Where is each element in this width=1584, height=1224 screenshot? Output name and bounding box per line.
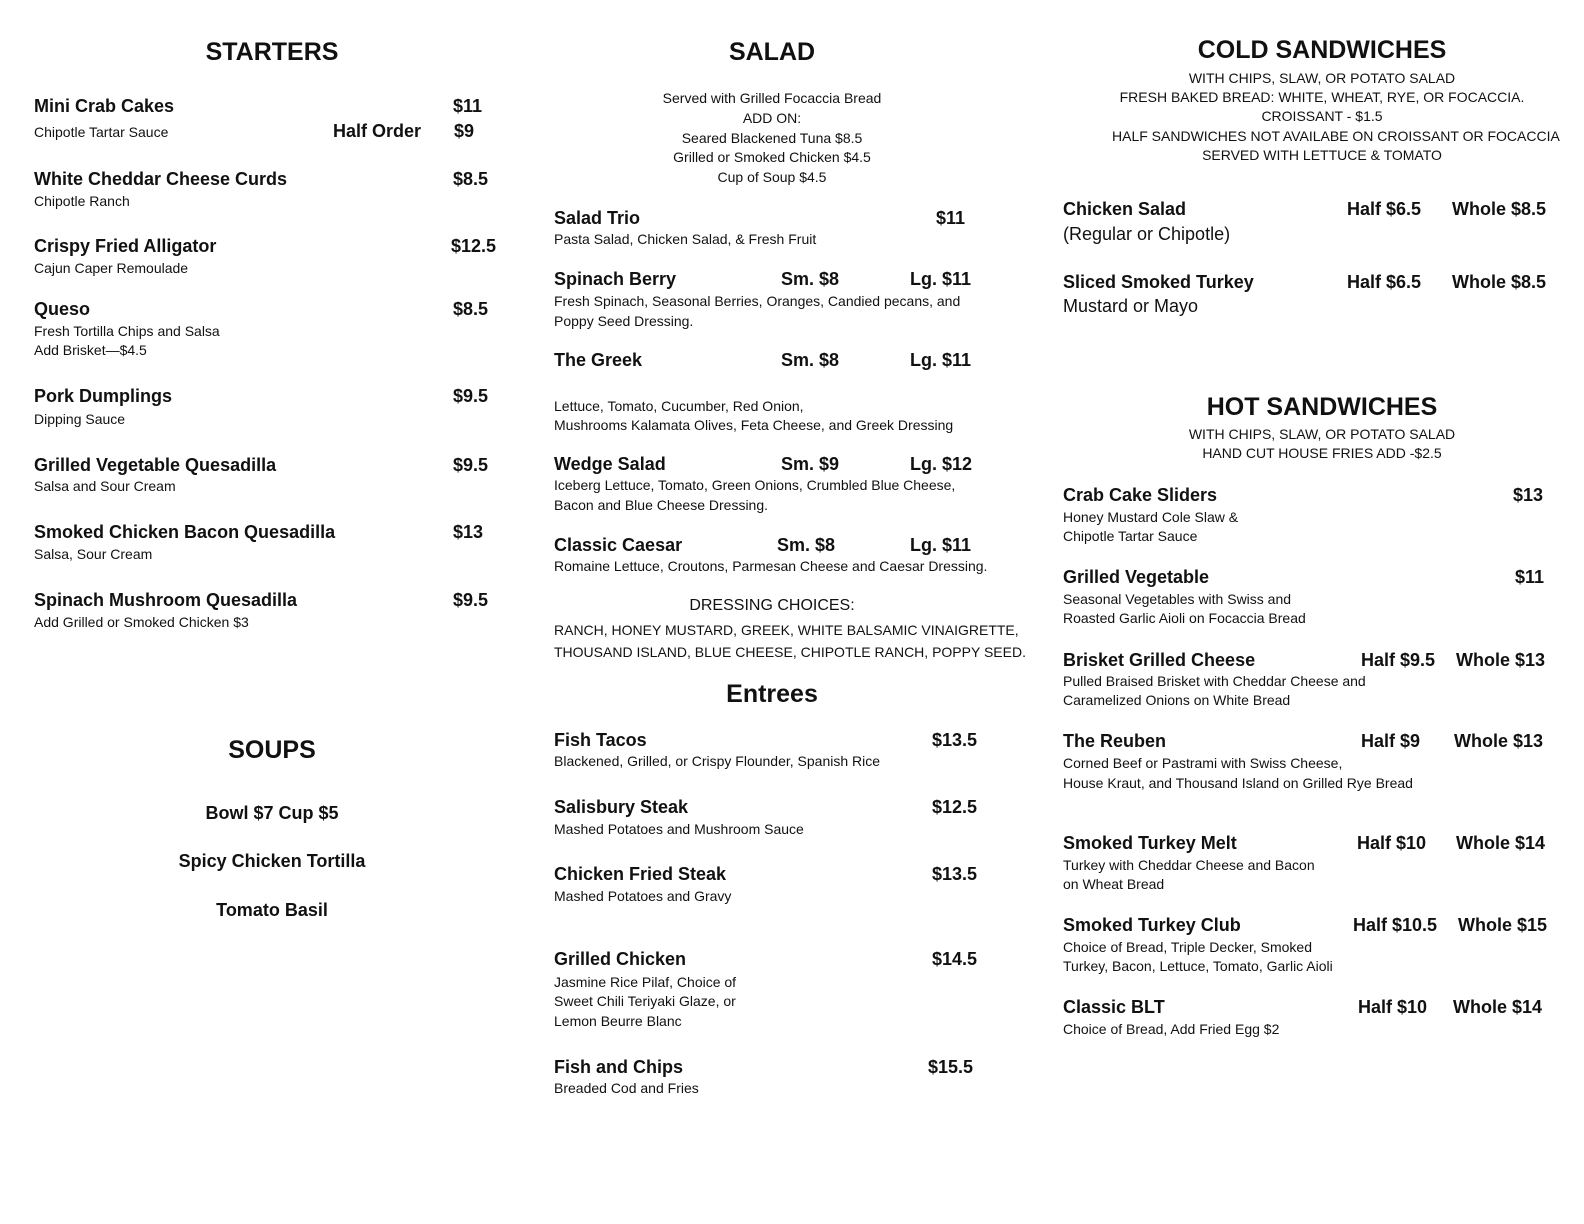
menu-item-name: Grilled Chicken [554,949,687,969]
hot-sandwiches-note: HAND CUT HOUSE FRIES ADD -$2.5 [1202,445,1442,461]
menu-item-description: Iceberg Lettuce, Tomato, Green Onions, Crumbled Blue Cheese, [554,477,956,493]
menu-item-price: $14.5 [932,949,978,969]
cold-sandwiches-note: CROISSANT - $1.5 [1261,108,1383,124]
whole-price: Whole $8.5 [1452,272,1547,292]
menu-item-description: Breaded Cod and Fries [554,1080,699,1096]
menu-item-description: on Wheat Bread [1063,876,1165,892]
menu-item-name: Salisbury Steak [554,797,689,817]
menu-item-name: Queso [34,299,91,319]
cold-sandwiches-heading: COLD SANDWICHES [1197,36,1447,64]
half-price: Half $6.5 [1347,272,1422,292]
salad-note: ADD ON: [742,110,802,126]
whole-price: Whole $13 [1456,650,1546,670]
menu-item-name: Grilled Vegetable Quesadilla [34,455,277,475]
menu-item-name: Sliced Smoked Turkey [1063,272,1254,292]
half-price: Half $10.5 [1353,915,1438,935]
menu-item-description: Poppy Seed Dressing. [554,313,694,329]
menu-item-description: Turkey, Bacon, Lettuce, Tomato, Garlic Aioli [1063,958,1333,974]
menu-item-description: Chipotle Tartar Sauce [34,124,169,140]
menu-item-name: The Greek [554,350,643,370]
menu-item-description: Salsa and Sour Cream [34,478,176,494]
menu-item-description: Choice of Bread, Add Fried Egg $2 [1063,1021,1280,1037]
menu-item-description: Mashed Potatoes and Gravy [554,888,732,904]
menu-item-price: $11 [936,208,966,228]
whole-price: Whole $14 [1453,997,1543,1017]
menu-item-name: Chicken Salad [1063,199,1187,219]
hot-sandwiches-note: WITH CHIPS, SLAW, OR POTATO SALAD [1188,426,1456,442]
cold-sandwiches-note: FRESH BAKED BREAD: WHITE, WHEAT, RYE, OR FOCACCIA. [1119,89,1525,105]
soup-item: Bowl $7 Cup $5 [205,803,339,823]
cold-sandwiches-note: SERVED WITH LETTUCE & TOMATO [1202,147,1442,163]
menu-item-name: Classic BLT [1063,997,1165,1017]
menu-item-description: Choice of Bread, Triple Decker, Smoked [1063,939,1313,955]
menu-item-name: Mini Crab Cakes [34,96,175,116]
small-price: Sm. $8 [777,535,836,555]
salad-note: Seared Blackened Tuna $8.5 [681,130,863,146]
menu-item-name: Brisket Grilled Cheese [1063,650,1256,670]
menu-item-description: Caramelized Onions on White Bread [1063,692,1291,708]
menu-item-description: Fresh Spinach, Seasonal Berries, Oranges, Candied pecans, and [554,293,961,309]
entrees-heading: Entrees [726,680,818,708]
menu-item-description: Fresh Tortilla Chips and Salsa [34,323,220,339]
menu-item-description: Sweet Chili Teriyaki Glaze, or [554,993,736,1009]
menu-item-description: Mustard or Mayo [1063,296,1199,316]
menu-item-name: Grilled Vegetable [1063,567,1210,587]
menu-item-name: White Cheddar Cheese Curds [34,169,288,189]
menu-item-description: Salsa, Sour Cream [34,546,153,562]
menu-item-description: Turkey with Cheddar Cheese and Bacon [1063,857,1315,873]
menu-item-description: Mashed Potatoes and Mushroom Sauce [554,821,804,837]
menu-item-name: Fish and Chips [554,1057,684,1077]
menu-item-name: Spinach Mushroom Quesadilla [34,590,298,610]
menu-item-description: Pasta Salad, Chicken Salad, & Fresh Fruit [554,231,817,247]
soups-heading: SOUPS [228,736,316,764]
menu-item-description: House Kraut, and Thousand Island on Grilled Rye Bread [1063,775,1413,791]
menu-item-price: $12.5 [932,797,978,817]
menu-item-price: $11 [1515,567,1545,587]
half-price: Half $10 [1358,997,1428,1017]
menu-item-description: Blackened, Grilled, or Crispy Flounder, Spanish Rice [554,753,881,769]
half-price: Half $6.5 [1347,199,1422,219]
menu-item-price: $9.5 [453,590,489,610]
menu-item-price: $9.5 [453,386,489,406]
menu-item-price: $13 [453,522,484,542]
menu-item-description: Roasted Garlic Aioli on Focaccia Bread [1063,610,1306,626]
menu-item-description: Bacon and Blue Cheese Dressing. [554,497,769,513]
half-price: Half $9.5 [1361,650,1436,670]
menu-item-description: Honey Mustard Cole Slaw & [1063,509,1239,525]
menu-item-name: Chicken Fried Steak [554,864,727,884]
menu-item-name: Smoked Chicken Bacon Quesadilla [34,522,336,542]
menu-item-price: $8.5 [453,169,489,189]
menu-item-name: Wedge Salad [554,454,666,474]
small-price: Sm. $8 [781,350,840,370]
menu-item-price: $13 [1513,485,1544,505]
large-price: Lg. $11 [910,350,972,370]
menu-item-name: Crab Cake Sliders [1063,485,1218,505]
menu-item-description: Add Grilled or Smoked Chicken $3 [34,614,249,630]
half-order-price: $9 [454,121,475,141]
half-price: Half $10 [1357,833,1427,853]
cold-sandwiches-note: HALF SANDWICHES NOT AVAILABE ON CROISSANT OR FOCACCIA [1112,128,1560,144]
salad-heading: SALAD [728,38,816,66]
menu-item-price: $13.5 [932,864,978,884]
menu-item-description: Lettuce, Tomato, Cucumber, Red Onion, [554,398,804,414]
menu-item-name: The Reuben [1063,731,1167,751]
large-price: Lg. $11 [910,535,972,555]
whole-price: Whole $8.5 [1452,199,1547,219]
menu-item-name: Fish Tacos [554,730,647,750]
menu-item-description: Jasmine Rice Pilaf, Choice of [554,974,737,990]
half-price: Half $9 [1361,731,1421,751]
salad-note: Served with Grilled Focaccia Bread [662,90,882,106]
whole-price: Whole $15 [1458,915,1548,935]
whole-price: Whole $13 [1454,731,1544,751]
cold-sandwiches-note: WITH CHIPS, SLAW, OR POTATO SALAD [1188,70,1456,86]
menu-item-name: Smoked Turkey Melt [1063,833,1237,853]
menu-item-description: Dipping Sauce [34,411,126,427]
menu-item-price: $9.5 [453,455,489,475]
small-price: Sm. $9 [781,454,840,474]
soup-item: Tomato Basil [216,900,328,920]
menu-item-price: $11 [453,96,483,116]
salad-note: Cup of Soup $4.5 [717,169,827,185]
menu-item-price: $13.5 [932,730,978,750]
half-order-label: Half Order [333,121,422,141]
whole-price: Whole $14 [1456,833,1546,853]
large-price: Lg. $11 [910,269,972,289]
dressing-choices-list: RANCH, HONEY MUSTARD, GREEK, WHITE BALSAMIC VINAIGRETTE, [554,622,1019,638]
soup-item: Spicy Chicken Tortilla [178,851,366,871]
menu-item-description: Lemon Beurre Blanc [554,1013,682,1029]
large-price: Lg. $12 [910,454,973,474]
menu-item-description: Chipotle Tartar Sauce [1063,528,1198,544]
menu-item-description: Romaine Lettuce, Croutons, Parmesan Cheese and Caesar Dressing. [554,558,988,574]
hot-sandwiches-heading: HOT SANDWICHES [1206,393,1438,421]
menu-item-description: Cajun Caper Remoulade [34,260,189,276]
menu-item-description: Corned Beef or Pastrami with Swiss Cheese, [1063,755,1343,771]
dressing-choices-list: THOUSAND ISLAND, BLUE CHEESE, CHIPOTLE RANCH, POPPY SEED. [554,644,1026,660]
menu-item-description: Pulled Braised Brisket with Cheddar Cheese and [1063,673,1366,689]
menu-item-name: Smoked Turkey Club [1063,915,1241,935]
menu-item-name: Classic Caesar [554,535,683,555]
menu-item-name: Crispy Fried Alligator [34,236,217,256]
menu-item-description: Chipotle Ranch [34,193,130,209]
menu-item-price: $12.5 [451,236,497,256]
small-price: Sm. $8 [781,269,840,289]
menu-item-name: Pork Dumplings [34,386,173,406]
menu-item-description: (Regular or Chipotle) [1063,224,1231,244]
menu-item-description: Add Brisket—$4.5 [34,342,147,358]
menu-item-description: Mushrooms Kalamata Olives, Feta Cheese, and Greek Dressing [554,417,954,433]
salad-note: Grilled or Smoked Chicken $4.5 [673,149,871,165]
starters-heading: STARTERS [205,38,339,66]
menu-item-description: Seasonal Vegetables with Swiss and [1063,591,1292,607]
menu-item-price: $15.5 [928,1057,974,1077]
menu-item-name: Salad Trio [554,208,641,228]
menu-item-name: Spinach Berry [554,269,677,289]
dressing-choices-heading: DRESSING CHOICES: [689,597,855,614]
menu-item-price: $8.5 [453,299,489,319]
